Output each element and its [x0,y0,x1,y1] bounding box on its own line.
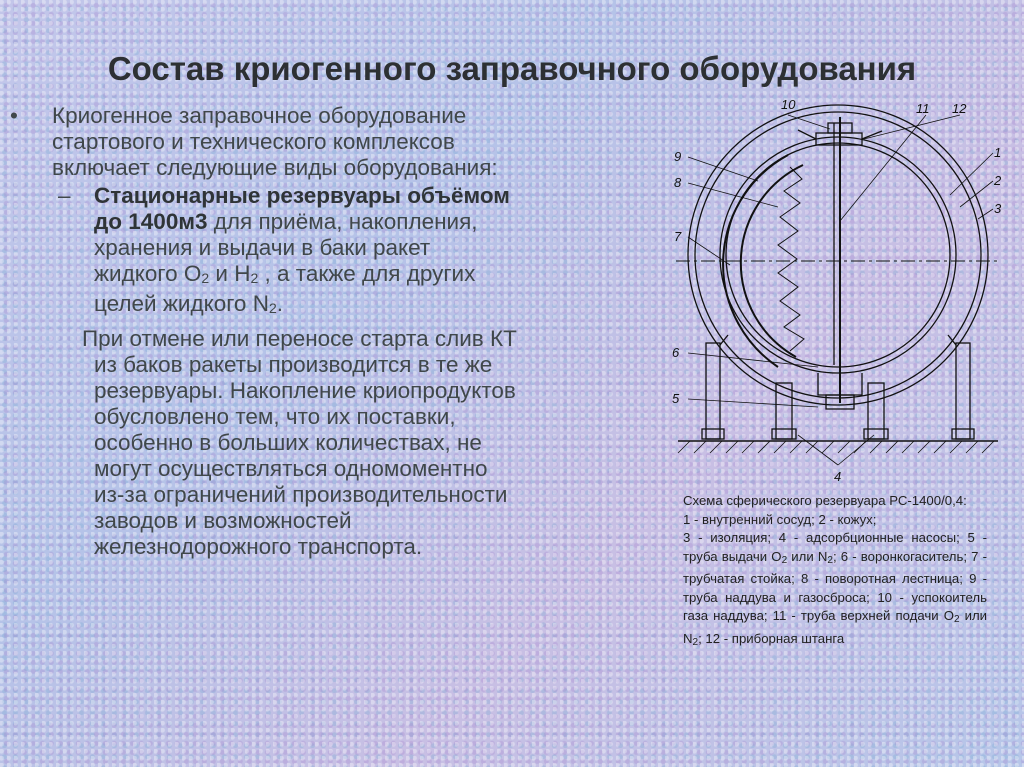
subscript-o2: 2 [201,270,210,286]
label-7: 7 [674,229,682,244]
subscript-h2: 2 [250,270,259,286]
label-8: 8 [674,175,682,190]
sub-bullet-item [10,183,520,321]
dash-marker: – [58,183,71,208]
casing-inner [695,112,981,398]
label-6: 6 [672,345,680,360]
label-10: 10 [781,97,796,112]
sub-bullet-text-c: , а также для других целей жидкого N [94,261,476,316]
sub-bullet-text-b: и Н [209,261,251,286]
ground-hatch [678,441,994,453]
bullet-marker: • [10,103,18,128]
label-9: 9 [674,149,682,164]
caption-legend-1: 1 - внутренний сосуд; 2 - кожух; [683,511,877,527]
sub-bullet-text-a: для приёма, накопления, хранения и выдачи в баки ракет жидкого О [94,209,478,286]
sub-bullet-text-d: . [276,291,284,316]
leg-right [956,343,970,439]
spherical-reservoir-diagram [668,95,1010,487]
leg-inner-left [776,383,792,439]
slide-title: Состав криогенного заправочного оборудования [107,50,917,87]
label-4: 4 [834,469,842,484]
slide-body [10,103,520,560]
subscript-n2: 2 [268,300,277,316]
reservoir-heading: Стационарные резервуары объёмом до 1400м3 [94,183,510,234]
paragraph-text: При отмене или переносе старта слив КТ из баков ракеты производится в те же резервуары. Накопление криопродуктов обусловлено тем, что их поставки, особенно в больших количествах, не могут осуществляться одномоментно из-за ограничений производительности заводов и возможностей железнодорожного транспорта. [82,326,517,559]
label-12: 12 [952,101,967,116]
ladder-zigzag [778,167,804,351]
label-3: 3 [994,201,1002,216]
label-2: 2 [994,173,1002,188]
diagram-caption [683,492,987,652]
bullet-text: Криогенное заправочное оборудование стартового и технического комплексов включает следующие виды оборудования: [52,103,498,180]
label-5: 5 [672,391,680,406]
vessel-outer [720,137,956,373]
casing-outer [688,105,988,405]
bullet-item-1 [10,103,520,181]
leg-left [706,343,720,439]
label-11: 11 [916,101,930,116]
caption-legend-2: 3 - изоляция; 4 - адсорбционные насосы; 5 - труба выдачи O2 или N2; 6 - воронкогаситель; 7 - трубчатая стойка; 8 - поворотная лестница; 9 - труба наддува и газосброса; 10 - успокоитель газа наддува; 11 - труба верхней подачи O2 или N2; 12 - приборная штанга [683,530,987,648]
caption-title: Схема сферического резервуара РС-1400/0,4: [683,493,967,508]
label-1: 1 [994,145,1002,160]
